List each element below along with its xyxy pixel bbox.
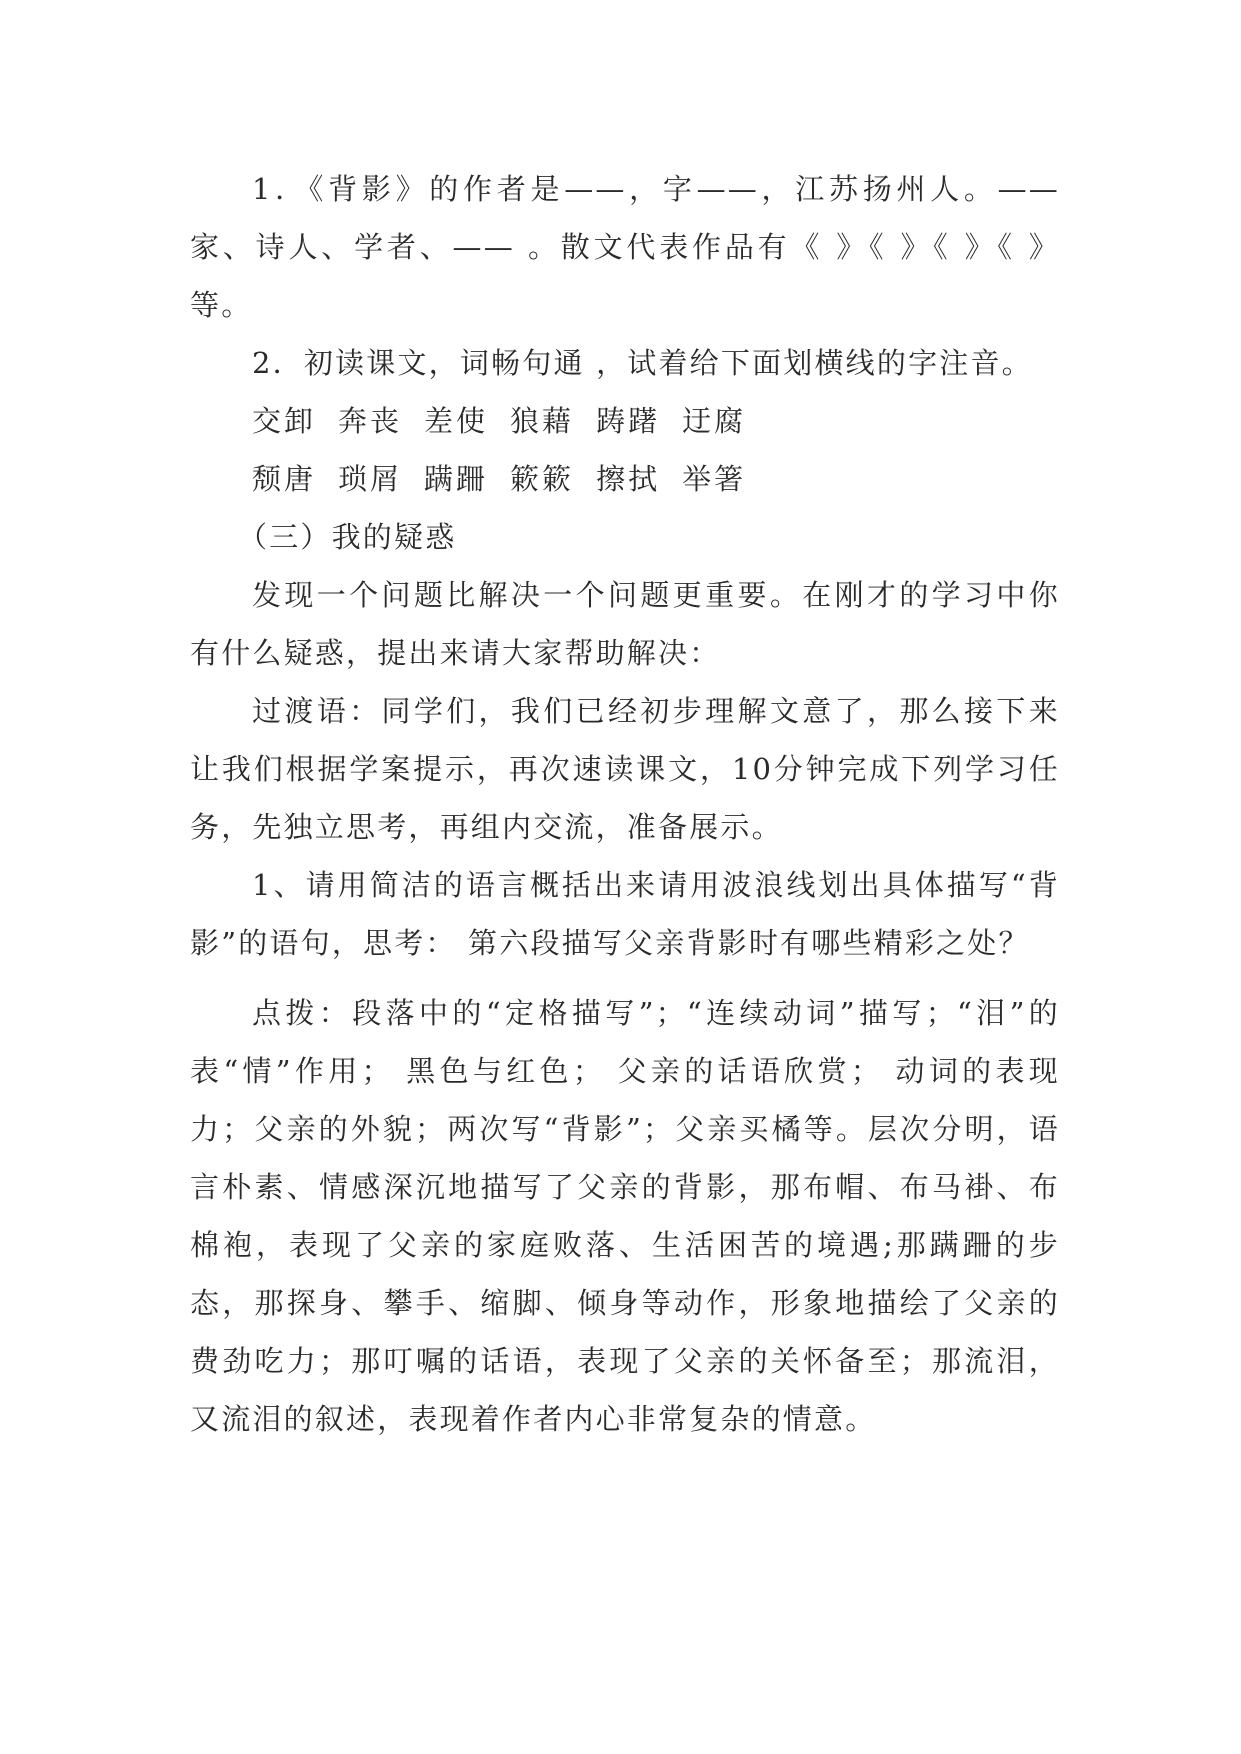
task-1: 1、请用简洁的语言概括出来请用波浪线划出具体描写“背影”的语句，思考： 第六段描写父亲背影时有哪些精彩之处？ xyxy=(190,868,1060,960)
section-3-heading: （三）我的疑惑 xyxy=(238,520,457,554)
word-item: 簌簌 xyxy=(510,462,575,496)
word-item: 奔丧 xyxy=(338,404,403,438)
word-item: 踌躇 xyxy=(596,404,661,438)
word-item: 交卸 xyxy=(252,404,317,438)
hint-paragraph: 点拨：段落中的“定格描写”；“连续动词”描写；“泪”的表“情”作用； 黑色与红色； 父亲的话语欣赏； 动词的表现力；父亲的外貌；两次写“背影”；父亲买橘等。层次分明，语言朴素、情感深沉地描写了父亲的背影，那布帽、布马褂、布棉袍，表现了父亲的家庭败落、生活困苦的境遇;那蹒跚的步态，那探身、攀手、缩脚、倾身等动作，形象地描绘了父亲的费劲吃力；那叮嘱的话语，表现了父亲的关怀备至；那流泪，又流泪的叙述，表现着作者内心非常复杂的情意。 xyxy=(190,996,1060,1436)
word-list-row-2 xyxy=(190,450,1060,508)
word-item: 琐屑 xyxy=(338,462,403,496)
word-item: 举箸 xyxy=(682,462,747,496)
question-2: 2．初读课文，词畅句通 ，试着给下面划横线的字注音。 xyxy=(252,346,1033,380)
word-item: 蹒跚 xyxy=(424,462,489,496)
transition-paragraph: 过渡语：同学们，我们已经初步理解文意了，那么接下来让我们根据学案提示，再次速读课文，10分钟完成下列学习任务，先独立思考，再组内交流，准备展示。 xyxy=(190,694,1060,844)
document-body xyxy=(190,160,1060,1448)
word-list-row-1 xyxy=(190,392,1060,450)
word-item: 擦拭 xyxy=(596,462,661,496)
question-1: 1．《背影》的作者是——，字——，江苏扬州人。——家、诗人、学者、—— 。散文代表作品有《 》《 》《 》《 》等。 xyxy=(190,172,1060,322)
section-3-text: 发现一个问题比解决一个问题更重要。在刚才的学习中你有什么疑惑，提出来请大家帮助解决： xyxy=(190,578,1060,670)
word-item: 颓唐 xyxy=(252,462,317,496)
word-item: 差使 xyxy=(424,404,489,438)
spacer xyxy=(190,972,1060,984)
word-item: 迂腐 xyxy=(682,404,747,438)
word-item: 狼藉 xyxy=(510,404,575,438)
